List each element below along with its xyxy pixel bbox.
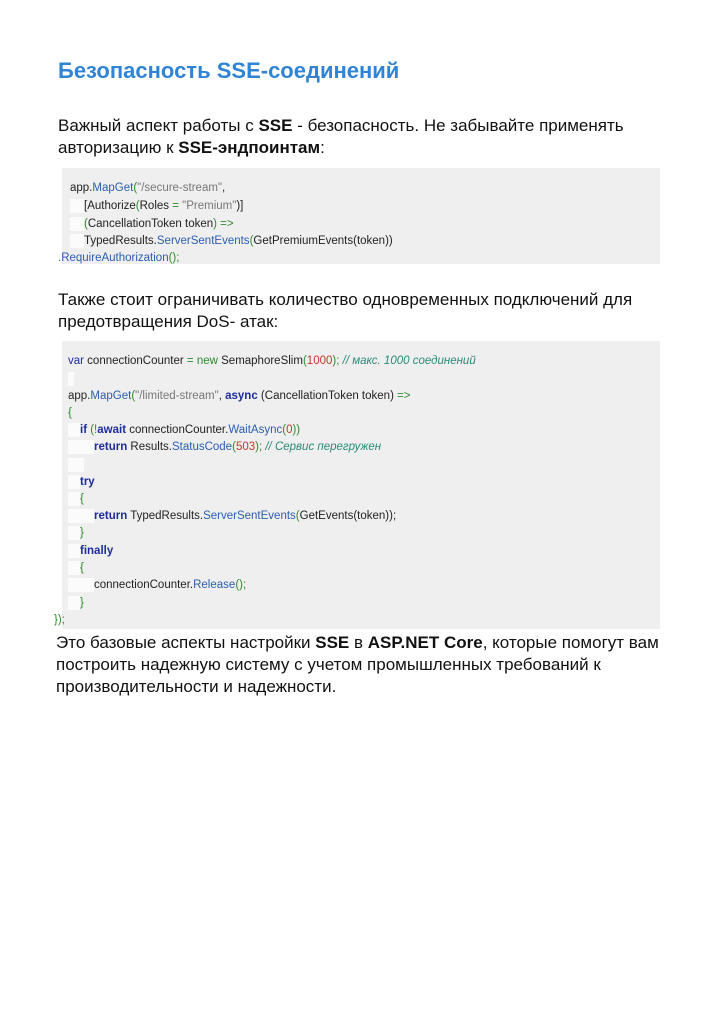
code-line: var connectionCounter = new SemaphoreSlim(1000); // макс. 1000 соединений <box>68 355 476 367</box>
code-line-empty <box>68 457 84 473</box>
code-line: } <box>68 525 84 541</box>
page-title: Безопасность SSE-соединений <box>58 58 400 83</box>
code-line: }); <box>54 614 65 626</box>
code-line: try <box>68 474 95 490</box>
conclusion-paragraph: Это базовые аспекты настройки SSE в ASP.NET Core, которые помогут вам построить надежную систему с учетом промышленных требований к производительности и надежности. <box>56 633 659 696</box>
intro-paragraph: Важный аспект работы с SSE - безопасность. Не забывайте применять авторизацию к SSE-эндпоинтам: <box>58 116 624 157</box>
code-line: TypedResults.ServerSentEvents(GetPremiumEvents(token)) <box>70 233 393 249</box>
code-line: return TypedResults.ServerSentEvents(GetEvents(token)); <box>68 508 396 524</box>
code-line: app.MapGet("/limited-stream", async (CancellationToken token) => <box>68 390 411 402</box>
code-line: } <box>68 595 84 611</box>
code-line-empty <box>68 371 74 387</box>
code-block-limited-stream <box>54 341 660 629</box>
code-line: finally <box>68 543 113 559</box>
code-line: { <box>68 491 84 507</box>
code-line: [Authorize(Roles = "Premium")] <box>70 198 243 214</box>
code-line: if (!await connectionCounter.WaitAsync(0)) <box>68 422 300 438</box>
dos-paragraph: Также стоит ограничивать количество одновременных подключений для предотвращения DoS- атак: <box>58 290 633 331</box>
code-line: { <box>68 407 72 419</box>
code-line: connectionCounter.Release(); <box>68 577 246 593</box>
code-line: (CancellationToken token) => <box>70 216 234 232</box>
code-line: { <box>68 560 84 576</box>
code-block-secure-stream <box>58 168 660 264</box>
code-line: app.MapGet("/secure-stream", <box>70 182 226 194</box>
code-line: .RequireAuthorization(); <box>58 252 180 264</box>
code-line: return Results.StatusCode(503); // Сервис перегружен <box>68 439 381 455</box>
